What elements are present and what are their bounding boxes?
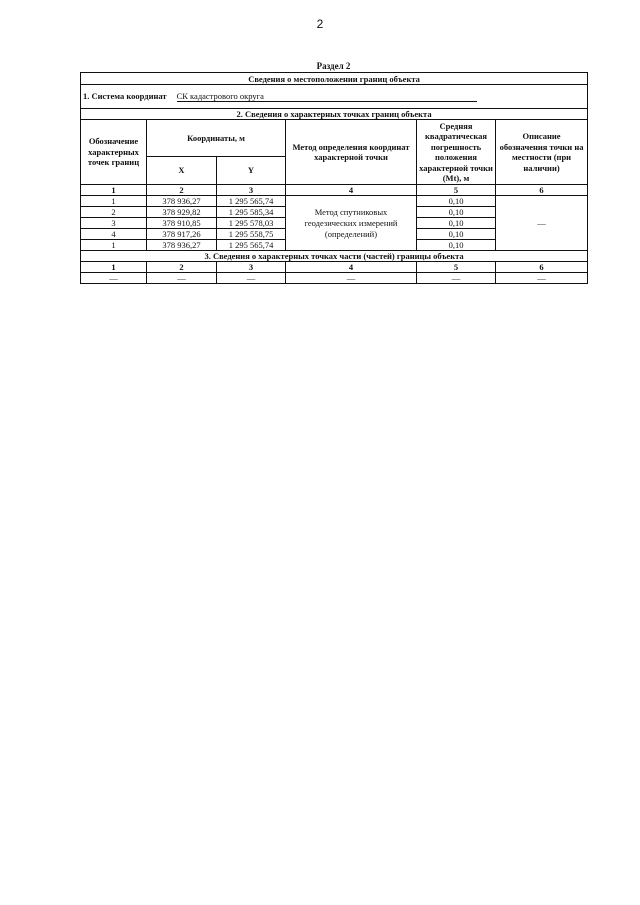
col-y-header: Y: [217, 157, 286, 185]
col-method-header: Метод определения координат характерной точки: [286, 120, 417, 185]
part-cell: —: [147, 273, 217, 284]
point-id: 1: [81, 240, 147, 251]
point-y: 1 295 565,74: [217, 240, 286, 251]
point-mt: 0,10: [417, 207, 496, 218]
description-cell: —: [496, 196, 588, 251]
col-accuracy-header: Средняя квадратическая погрешность положения характерной точки (Mt), м: [417, 120, 496, 185]
point-mt: 0,10: [417, 218, 496, 229]
point-y: 1 295 585,34: [217, 207, 286, 218]
part-cell: —: [286, 273, 417, 284]
part-header: 3. Сведения о характерных точках части (частей) границы объекта: [81, 251, 588, 262]
part-cell: —: [417, 273, 496, 284]
column-number: 1: [81, 262, 147, 273]
point-x: 378 929,82: [147, 207, 217, 218]
column-number: 2: [147, 185, 217, 196]
point-id: 3: [81, 218, 147, 229]
point-y: 1 295 558,75: [217, 229, 286, 240]
point-y: 1 295 565,74: [217, 196, 286, 207]
column-number: 5: [417, 262, 496, 273]
point-y: 1 295 578,03: [217, 218, 286, 229]
page-number: 2: [316, 17, 324, 31]
coord-system-label: 1. Система координат: [83, 91, 167, 101]
point-mt: 0,10: [417, 229, 496, 240]
point-mt: 0,10: [417, 196, 496, 207]
point-x: 378 936,27: [147, 240, 217, 251]
point-mt: 0,10: [417, 240, 496, 251]
column-number: 3: [217, 185, 286, 196]
point-id: 4: [81, 229, 147, 240]
column-number: 4: [286, 262, 417, 273]
part-cell: —: [496, 273, 588, 284]
column-number: 2: [147, 262, 217, 273]
column-number: 4: [286, 185, 417, 196]
col-description-header: Описание обозначения точки на местности (при наличии): [496, 120, 588, 185]
method-cell: Метод спутниковых геодезических измерений (определений): [286, 196, 417, 251]
column-number: 6: [496, 185, 588, 196]
point-x: 378 936,27: [147, 196, 217, 207]
column-number: 6: [496, 262, 588, 273]
point-id: 1: [81, 196, 147, 207]
part-cell: —: [217, 273, 286, 284]
point-id: 2: [81, 207, 147, 218]
col-x-header: X: [147, 157, 217, 185]
column-number: 5: [417, 185, 496, 196]
point-x: 378 917,26: [147, 229, 217, 240]
table-row: [81, 273, 588, 284]
col-designation-header: Обозначение характерных точек границ: [81, 120, 147, 185]
point-x: 378 910,85: [147, 218, 217, 229]
coord-system-row: [81, 85, 588, 109]
points-header: 2. Сведения о характерных точках границ объекта: [81, 109, 588, 120]
section-title: Раздел 2: [316, 61, 351, 71]
table-row: [81, 196, 588, 207]
part-cell: —: [81, 273, 147, 284]
column-number: 3: [217, 262, 286, 273]
col-coordinates-header: Координаты, м: [147, 120, 286, 157]
boundary-table: [80, 72, 588, 284]
coord-system-value: СК кадастрового округа: [177, 91, 477, 102]
column-number: 1: [81, 185, 147, 196]
main-header: Сведения о местоположении границ объекта: [81, 73, 588, 85]
